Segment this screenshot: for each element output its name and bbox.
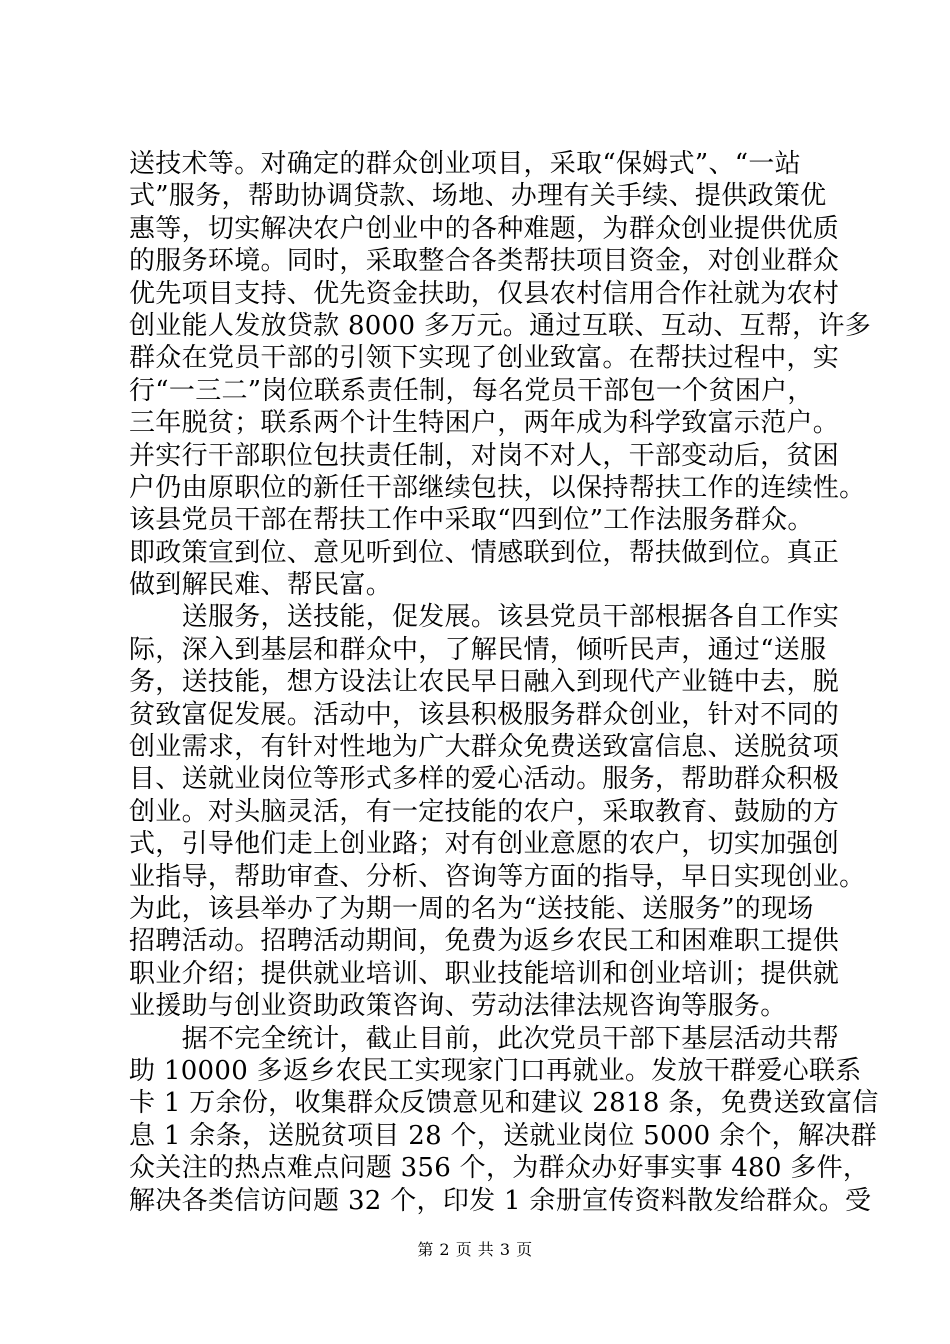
text-line: 优先项目支持、优先资金扶助，仅县农村信用合作社就为农村	[129, 278, 840, 309]
text-line: 的服务环境。同时，采取整合各类帮扶项目资金，对创业群众	[129, 246, 840, 277]
text-line: 招聘活动。招聘活动期间，免费为返乡农民工和困难职工提供	[129, 926, 840, 957]
text-line: 业指导，帮助审查、分析、咨询等方面的指导，早日实现创业。	[129, 861, 866, 892]
text-line: 创业需求，有针对性地为广大群众免费送致富信息、送脱贫项	[129, 732, 840, 763]
text-line: 群众在党员干部的引领下实现了创业致富。在帮扶过程中，实	[129, 343, 840, 374]
paragraph-start-line: 送服务，送技能，促发展。该县党员干部根据各自工作实	[129, 602, 840, 633]
text-line: 解决各类信访问题 32 个，印发 1 余册宣传资料散发给群众。受	[129, 1185, 872, 1216]
text-line: 创业。对头脑灵活，有一定技能的农户，采取教育、鼓励的方	[129, 796, 840, 827]
text-line: 务，送技能，想方设法让农民早日融入到现代产业链中去，脱	[129, 667, 840, 698]
text-line: 目、送就业岗位等形式多样的爱心活动。服务，帮助群众积极	[129, 764, 840, 795]
page-number-label: 第 2 页 共 3 页	[417, 1240, 533, 1259]
text-line: 创业能人发放贷款 8000 多万元。通过互联、互动、互帮，许多	[129, 310, 871, 341]
text-line: 职业介绍；提供就业培训、职业技能培训和创业培训；提供就	[129, 958, 840, 989]
text-line: 三年脱贫；联系两个计生特困户，两年成为科学致富示范户。	[129, 408, 840, 439]
text-line: 送技术等。对确定的群众创业项目，采取“保姆式”、“一站	[129, 149, 801, 179]
page-footer	[0, 1240, 950, 1260]
text-line: 户仍由原职位的新任干部继续包扶，以保持帮扶工作的连续性。	[129, 472, 866, 503]
text-line: 息 1 余条，送脱贫项目 28 个，送就业岗位 5000 余个，解决群	[129, 1120, 877, 1151]
text-line: 助 10000 多返乡农民工实现家门口再就业。发放干群爱心联系	[129, 1055, 862, 1086]
text-line: 行“一三二”岗位联系责任制，每名党员干部包一个贫困户，	[129, 375, 814, 406]
text-line: 卡 1 万余份，收集群众反馈意见和建议 2818 条，免费送致富信	[129, 1088, 879, 1119]
text-line: 际，深入到基层和群众中，了解民情，倾听民声，通过“送服	[129, 634, 827, 665]
paragraph-start-line: 据不完全统计，截止目前，此次党员干部下基层活动共帮	[129, 1023, 840, 1054]
text-line: 做到解民难、帮民富。	[129, 570, 393, 601]
text-line: 即政策宣到位、意见听到位、情感联到位，帮扶做到位。真正	[129, 537, 840, 568]
text-line: 并实行干部职位包扶责任制，对岗不对人，干部变动后，贫困	[129, 440, 840, 471]
text-line: 该县党员干部在帮扶工作中采取“四到位”工作法服务群众。	[129, 505, 814, 536]
text-line: 式，引导他们走上创业路；对有创业意愿的农户，切实加强创	[129, 829, 840, 860]
text-line: 为此，该县举办了为期一周的名为“送技能、送服务”的现场	[129, 893, 814, 924]
text-line: 贫致富促发展。活动中，该县积极服务群众创业，针对不同的	[129, 699, 840, 730]
text-line: 众关注的热点难点问题 356 个，为群众办好事实事 480 多件，	[129, 1153, 870, 1184]
text-line: 惠等，切实解决农户创业中的各种难题，为群众创业提供优质	[129, 213, 840, 244]
text-line: 业援助与创业资助政策咨询、劳动法律法规咨询等服务。	[129, 991, 787, 1022]
text-line: 式”服务，帮助协调贷款、场地、办理有关手续、提供政策优	[129, 181, 827, 212]
document-body	[129, 148, 879, 1217]
